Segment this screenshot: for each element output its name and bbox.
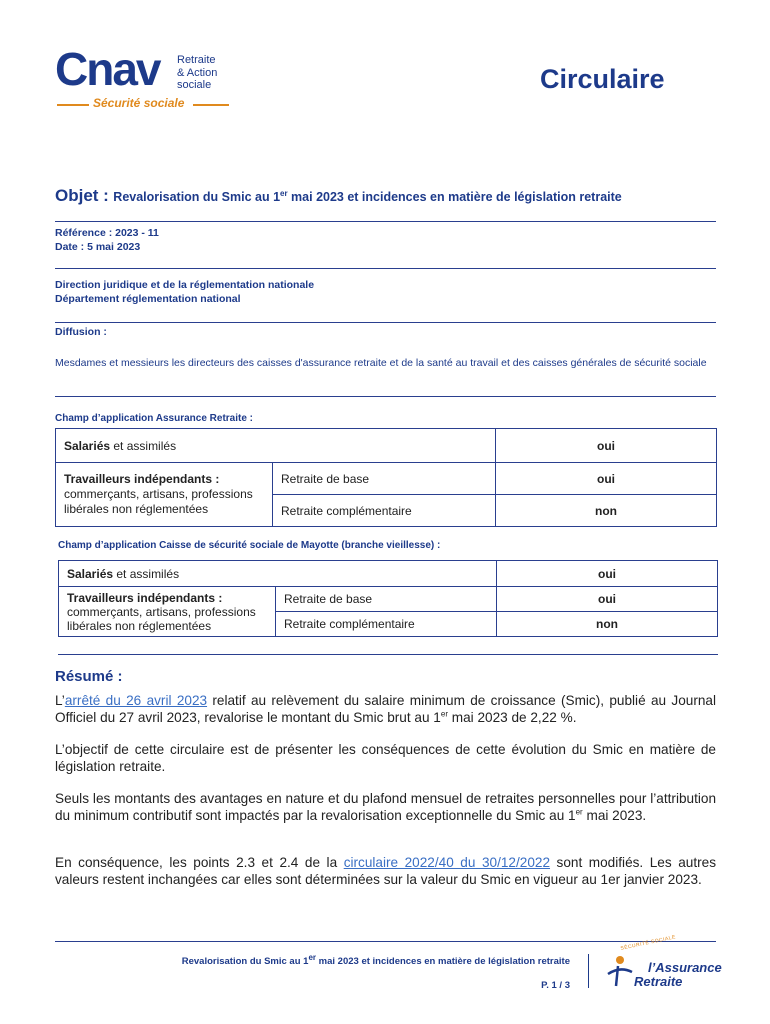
- table1-compl-label: Retraite complémentaire: [273, 495, 496, 527]
- table1-salaries-rest: et assimilés: [110, 438, 177, 453]
- footer-vertical-divider: [588, 954, 589, 988]
- divider: [55, 221, 716, 222]
- table1-salaries-cell: [56, 429, 496, 463]
- resume-p3-sup: er: [575, 807, 583, 817]
- table2-salaries-rest: et assimilés: [113, 566, 180, 581]
- table1-salaries-val: oui: [496, 429, 717, 463]
- objet-text-after: mai 2023 et incidences en matière de législation retraite: [287, 190, 622, 204]
- table2-salaries-bold: Salariés: [67, 566, 114, 581]
- divider: [55, 322, 716, 323]
- resume-p3-end: mai 2023.: [582, 808, 647, 823]
- resume-paragraph-1: [55, 692, 716, 726]
- resume-paragraph-3: [55, 790, 716, 824]
- resume-paragraph-4: [55, 854, 716, 888]
- table2-base-label: Retraite de base: [276, 587, 497, 612]
- footer-title-after: mai 2023 et incidences en matière de législation retraite: [316, 956, 570, 967]
- divider: [55, 268, 716, 269]
- page-number: P. 1 / 3: [541, 980, 570, 991]
- resume-p3-start: Seuls les montants des avantages en nature et du plafond mensuel de retraites personnelles pour l’attribution du minimum contributif sont impactés par la revalorisation exceptionnelle du Smic au 1: [55, 791, 716, 823]
- diffusion-label: Diffusion :: [55, 326, 107, 338]
- arrete-link[interactable]: arrêté du 26 avril 2023: [64, 693, 208, 708]
- logo-orange-line-right: [193, 104, 229, 106]
- table1-champ-application: [55, 428, 717, 527]
- resume-title: Résumé :: [55, 668, 123, 685]
- table1-base-label: Retraite de base: [273, 463, 496, 495]
- table1-salaries-bold: Salariés: [64, 438, 111, 453]
- cnav-logo-line3: sociale: [177, 79, 212, 91]
- footer-title-sup: er: [308, 952, 317, 962]
- resume-p4-start: En conséquence, les points 2.3 et 2.4 de la: [55, 855, 344, 870]
- assurance-retraite-logo: [600, 934, 722, 994]
- resume-paragraph-2: L’objectif de cette circulaire est de présenter les conséquences de cette évolution du Smic en matière de législation retraite.: [55, 742, 716, 774]
- cnav-logo-line1: Retraite: [177, 54, 216, 66]
- table2-indep-cell: [59, 587, 276, 637]
- reference: Référence : 2023 - 11: [55, 227, 159, 239]
- objet-line: [55, 186, 716, 206]
- diffusion-text: Mesdames et messieurs les directeurs des caisses d'assurance retraite et de la santé au travail et des caisses générales de sécurité sociale: [55, 357, 707, 369]
- resume-p1-end: mai 2023 de 2,22 %.: [448, 710, 577, 725]
- table1-indep-cell: [56, 463, 273, 527]
- table2-title: Champ d’application Caisse de sécurité sociale de Mayotte (branche vieillesse) :: [58, 540, 441, 551]
- cnav-logo-line2: & Action: [177, 67, 218, 79]
- resume-p4-end: sont modifiés. Les autres valeurs restent inchangées car elles sont déterminées sur la valeur du Smic en vigueur au 1er janvier 2023.: [55, 855, 716, 887]
- table2-compl-val: non: [497, 612, 718, 637]
- cnav-logo-brand: Cnav: [55, 43, 160, 95]
- objet-sup: er: [280, 188, 288, 198]
- assurance-logo-line2: Retraite: [634, 974, 683, 989]
- table1-compl-val: non: [496, 495, 717, 527]
- departement: Département réglementation national: [55, 293, 241, 305]
- table1-indep-rest: commerçants, artisans, professions libérales non réglementées: [64, 487, 253, 516]
- table2-indep-rest: commerçants, artisans, professions libérales non réglementées: [67, 604, 256, 633]
- objet-text: [113, 190, 621, 204]
- table2-indep-bold: Travailleurs indépendants :: [67, 590, 223, 605]
- table1-indep-bold: Travailleurs indépendants :: [64, 472, 220, 486]
- objet-label: Objet :: [55, 186, 109, 205]
- cnav-logo-tagline: Sécurité sociale: [93, 96, 185, 110]
- direction: Direction juridique et de la réglementation nationale: [55, 279, 315, 291]
- logo-orange-line-left: [57, 104, 89, 106]
- footer-divider: [55, 941, 716, 942]
- table2-champ-mayotte: [58, 560, 718, 637]
- divider: [55, 396, 716, 397]
- assurance-logo-arc-text: SÉCURITÉ SOCIALE: [620, 934, 677, 952]
- table2-salaries-cell: [59, 561, 497, 587]
- table2-compl-label: Retraite complémentaire: [276, 612, 497, 637]
- resume-p1-start: L’: [55, 693, 65, 708]
- assurance-logo-figure-icon: [604, 952, 634, 988]
- divider: [58, 654, 718, 655]
- objet-text-before: Revalorisation du Smic au 1: [113, 190, 281, 204]
- footer-title: [55, 952, 570, 967]
- table2-base-val: oui: [497, 587, 718, 612]
- table2-salaries-val: oui: [497, 561, 718, 587]
- table1-base-val: oui: [496, 463, 717, 495]
- footer-title-before: Revalorisation du Smic au 1: [181, 956, 309, 967]
- table1-title: Champ d’application Assurance Retraite :: [55, 413, 254, 424]
- circulaire-link[interactable]: circulaire 2022/40 du 30/12/2022: [343, 855, 551, 870]
- resume-p1-sup: er: [440, 709, 448, 719]
- date: Date : 5 mai 2023: [55, 241, 141, 253]
- resume-p1-mid: relatif au relèvement du salaire minimum de croissance (Smic), publié au Journal Officiel du 27 avril 2023, revalorise le montant du Smic brut au 1: [55, 693, 716, 725]
- cnav-logo: [55, 43, 235, 114]
- doc-type-title: Circulaire: [540, 64, 665, 94]
- assurance-logo-line1: l’Assurance: [648, 960, 722, 975]
